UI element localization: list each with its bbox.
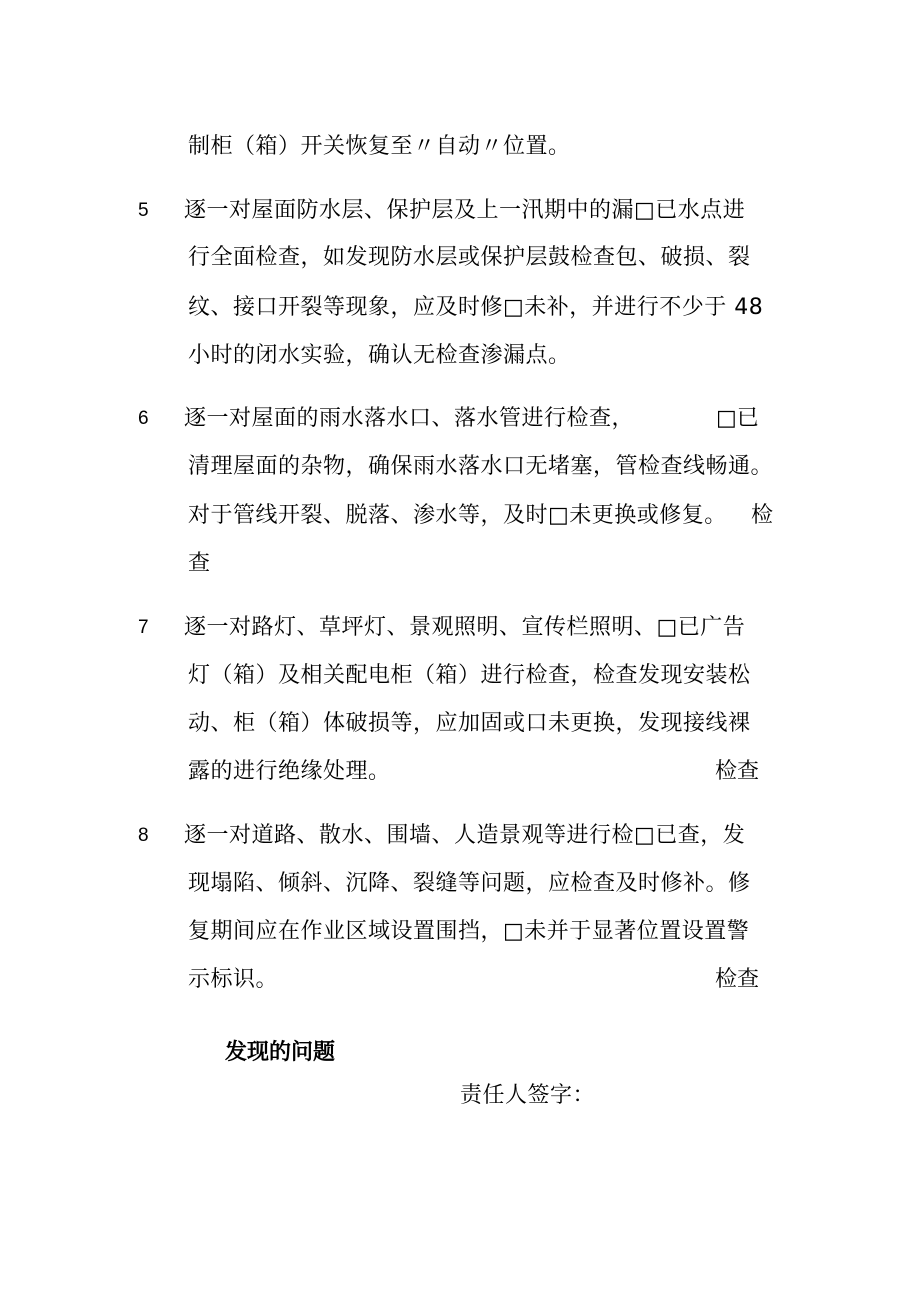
- item-line: 现塌陷、倾斜、沉降、裂缝等问题，应检查及时修补。修: [188, 871, 751, 896]
- item-number: 5: [138, 200, 149, 221]
- item-line: 查: [188, 551, 211, 576]
- item-line: 小时的闭水实验，确认无检查渗漏点。: [188, 343, 571, 368]
- check-label: 检查: [715, 967, 760, 992]
- signature-label: 责任人签字：: [460, 1083, 596, 1108]
- item-line: 复期间应在作业区域设置围挡，□未并于显著位置设置警: [188, 919, 750, 944]
- checkbox-done: □已: [716, 406, 759, 431]
- item-line: 对于管线开裂、脱落、渗水等，及时□未更换或修复。: [188, 503, 727, 528]
- item-line: 灯（箱）及相关配电柜（箱）进行检查，检查发现安装松: [188, 663, 751, 688]
- item-line: 逐一对路灯、草坪灯、景观照明、宣传栏照明、□已广告: [184, 615, 746, 640]
- item-number: 8: [138, 825, 149, 846]
- item-line: 露的进行绝缘处理。: [188, 759, 391, 784]
- item-line: 示标识。: [188, 967, 279, 992]
- item-line: 逐一对道路、散水、围墙、人造景观等进行检□已查，发: [184, 823, 746, 848]
- item-number: 6: [138, 408, 149, 429]
- check-label: 检查: [715, 759, 760, 784]
- check-label: 检: [751, 503, 774, 528]
- issues-heading: 发现的问题: [225, 1040, 336, 1065]
- item-line: 行全面检查，如发现防水层或保护层鼓检查包、破损、裂: [188, 245, 751, 270]
- item-number: 7: [138, 617, 149, 638]
- item-line: 清理屋面的杂物，确保雨水落水口无堵塞，管检查线畅通。: [188, 454, 774, 479]
- item-line: 逐一对屋面防水层、保护层及上一汛期中的漏□已水点进: [184, 198, 746, 223]
- item-line: 动、柜（箱）体破损等，应加固或口未更换，发现接线裸: [188, 711, 751, 736]
- item-line: 纹、接口开裂等现象，应及时修□未补，并进行不少于 48: [188, 295, 764, 320]
- continuation-line: 制柜（箱）开关恢复至〃自动〃位置。: [188, 134, 571, 159]
- item-line: 逐一对屋面的雨水落水口、落水管进行检查，: [184, 406, 635, 431]
